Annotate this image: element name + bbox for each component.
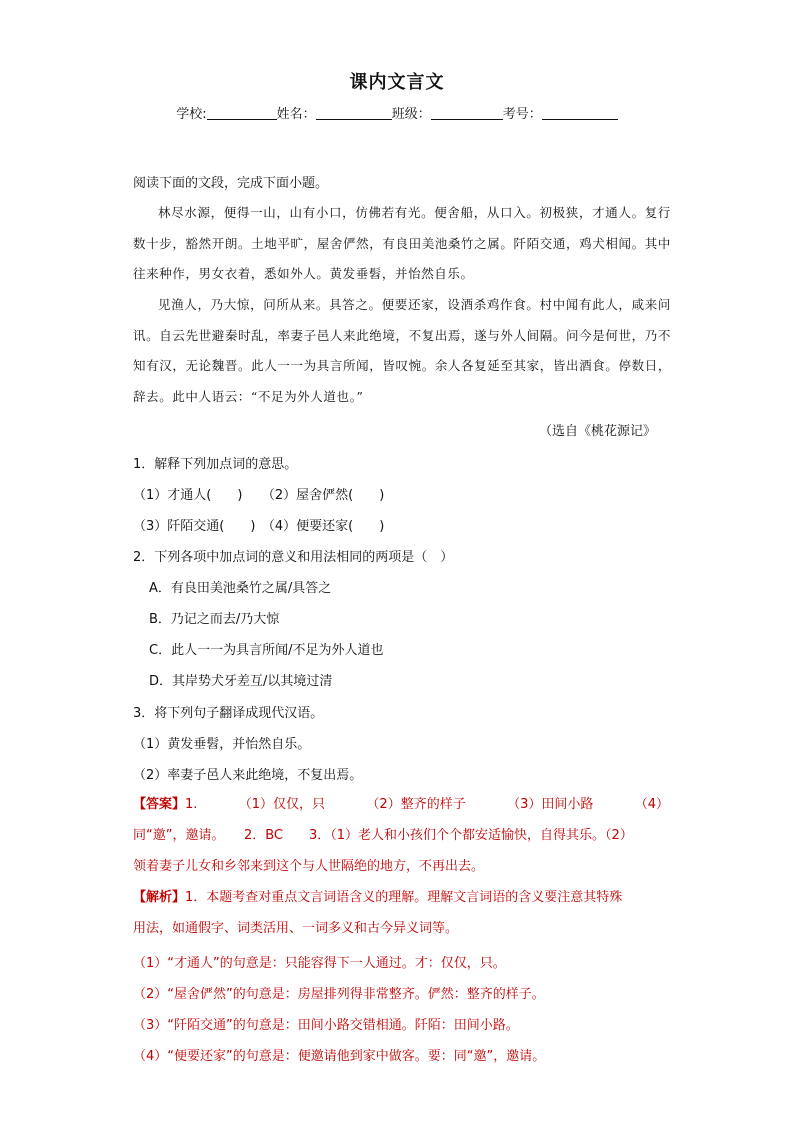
- question-3-sentence-1: （1）黄发垂髫，并怡然自乐。: [133, 737, 311, 752]
- analysis-tag: 【解析】: [133, 890, 186, 905]
- analysis-point-4: （4）“便要还家”的句意是：便邀请他到家中做客。要：同“邀”，邀请。: [133, 1049, 546, 1064]
- class-label: 班级：: [391, 107, 431, 122]
- exam-number-blank[interactable]: [542, 106, 618, 120]
- answer-item: 1.: [185, 797, 198, 812]
- answer-tag: 【答案】: [133, 797, 186, 812]
- passage-paragraph-2: 见渔人，乃大惊，问所从来。具答之。便要还家，设酒杀鸡作食。村中闻有此人，咸来问讯。自云先世避秦时乱，率妻子邑人来此绝境，不复出焉，遂与外人间隔。问今是何世，乃不知有汉，无论魏晋。此人一一为具言所闻，皆叹惋。余人各复延至其家，皆出酒食。停数日，辞去。此中人语云：“不足为外人道也。”: [133, 297, 671, 404]
- answer-line-2: 同“邀”，邀请。 2．BC 3．（1）老人和小孩们个个都安适愉快，自得其乐。（2）: [133, 828, 633, 843]
- passage-paragraph-1: 林尽水源，便得一山，山有小口，仿佛若有光。便舍船，从口入。初极狭，才通人。复行数十步，豁然开朗。土地平旷，屋舍俨然，有良田美池桑竹之属。阡陌交通，鸡犬相闻。其中往来种作，男女衣着，悉如外人。黄发垂髫，并怡然自乐。: [133, 205, 671, 281]
- page-title: 课内文言文: [349, 72, 445, 93]
- question-3: 3．将下列句子翻译成现代汉语。: [133, 706, 324, 721]
- answer-item: （4）: [634, 797, 669, 812]
- exam-number-label: 考号：: [502, 107, 542, 122]
- question-2: 2．下列各项中加点词的意义和用法相同的两项是（ ）: [133, 550, 454, 565]
- reading-instruction: 阅读下面的文段，完成下面小题。: [133, 176, 329, 191]
- analysis-line-1: [133, 882, 669, 913]
- question-1: 1．解释下列加点词的意思。: [133, 457, 298, 472]
- analysis-text: 1．本题考查对重点文言词语含义的理解。理解文言词语的含义要注意其特殊: [185, 890, 623, 905]
- analysis-block: [133, 882, 669, 944]
- question-2-option-d: D．其岸势犬牙差互/以其境过清: [149, 674, 333, 689]
- analysis-point-2: （2）“屋舍俨然”的句意是：房屋排列得非常整齐。俨然：整齐的样子。: [133, 987, 545, 1002]
- answer-line-1: [133, 789, 669, 820]
- question-3-sentence-2: （2）率妻子邑人来此绝境，不复出焉。: [133, 768, 363, 783]
- question-2-option-a: A．有良田美池桑竹之属/具答之: [149, 581, 332, 596]
- name-label: 姓名：: [276, 107, 316, 122]
- answer-item: （2）整齐的样子: [366, 797, 466, 812]
- school-label: 学校:: [176, 107, 207, 122]
- question-1-items-b: （3）阡陌交通( ) （4）便要还家( ): [133, 519, 385, 534]
- answer-item: （3）田间小路: [507, 797, 594, 812]
- question-2-option-c: C．此人一一为具言所闻/不足为外人道也: [149, 643, 384, 658]
- answer-item: （1）仅仅，只: [238, 797, 326, 812]
- question-1-items-a: （1）才通人( ) （2）屋舍俨然( ): [133, 488, 385, 503]
- analysis-line-2: 用法，如通假字、词类活用、一词多义和古今异义词等。: [133, 921, 459, 936]
- student-info-line: [0, 103, 794, 122]
- answer-line-3: 领着妻子儿女和乡邻来到这个与人世隔绝的地方，不再出去。: [133, 859, 485, 874]
- school-blank[interactable]: [207, 106, 277, 120]
- analysis-point-1: （1）“才通人”的句意是：只能容得下一人通过。才：仅仅，只。: [133, 956, 506, 971]
- passage-source: （选自《桃花源记》: [538, 424, 656, 439]
- answer-block: [133, 789, 669, 882]
- class-blank[interactable]: [431, 106, 503, 120]
- question-2-option-b: B．乃记之而去/乃大惊: [149, 612, 280, 627]
- name-blank[interactable]: [316, 106, 392, 120]
- analysis-point-3: （3）“阡陌交通”的句意是：田间小路交错相通。阡陌：田间小路。: [133, 1018, 519, 1033]
